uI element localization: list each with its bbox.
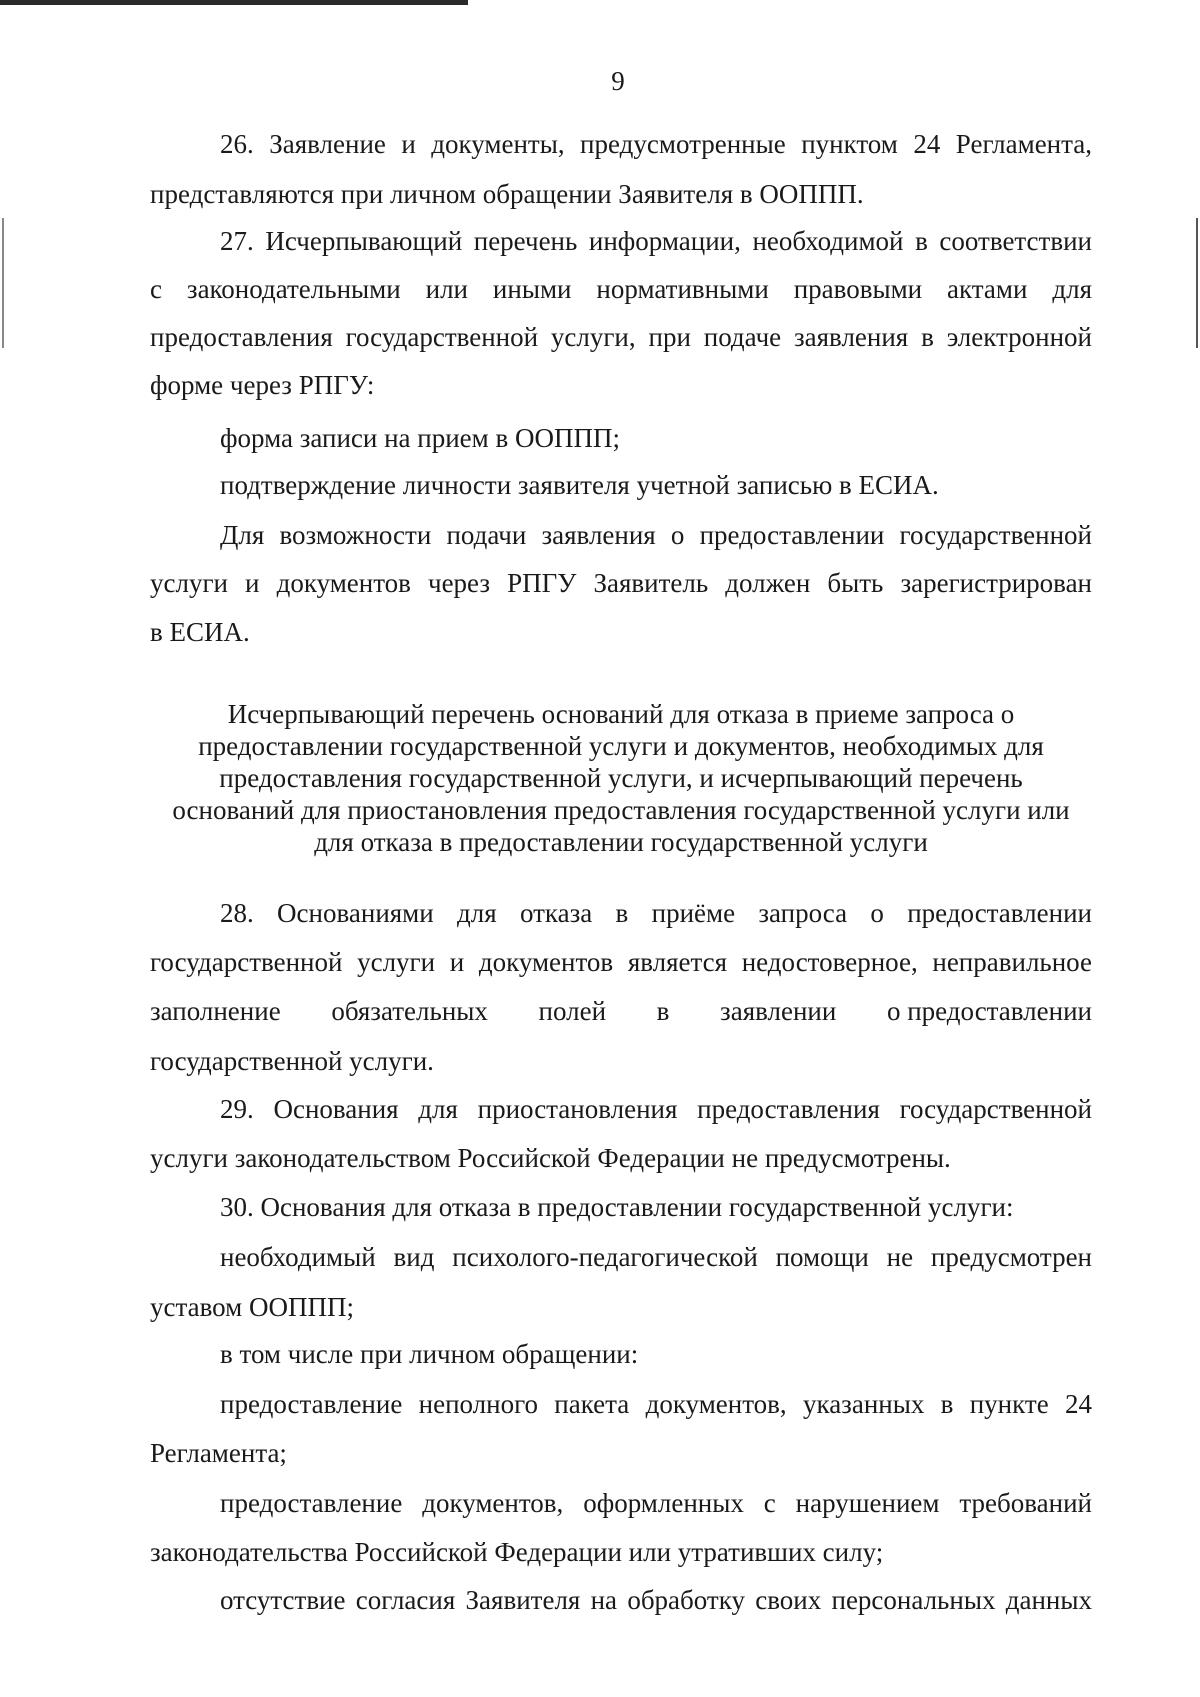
page-number: 9 bbox=[611, 66, 625, 96]
section-heading-line-1: Исчерпывающий перечень оснований для отказа в приеме запроса о bbox=[227, 699, 1015, 729]
paragraph-27-line-4: форме через РПГУ: bbox=[150, 370, 375, 400]
paragraph-28-line-3 bbox=[150, 994, 1092, 1028]
registration-line-3: в ЕСИА. bbox=[150, 617, 250, 647]
paragraph-28-word: в bbox=[656, 996, 670, 1026]
paragraph-28-line-2: государственной услуги и документов является недостоверное, неправильное bbox=[150, 947, 1092, 977]
paragraph-28-word: о предоставлении bbox=[886, 996, 1092, 1026]
section-heading-line-4: оснований для приостановления предоставления государственной услуги или bbox=[172, 795, 1070, 825]
paragraph-28-word: обязательных bbox=[331, 996, 488, 1026]
item-incomplete-line-2: Регламента; bbox=[150, 1438, 287, 1468]
item-help-kind-line-2: уставом ООППП; bbox=[150, 1292, 354, 1322]
paragraph-30-line-1: 30. Основания для отказа в предоставлении государственной услуги: bbox=[220, 1192, 1014, 1222]
item-no-consent-line-1: отсутствие согласия Заявителя на обработку своих персональных данных bbox=[220, 1585, 1092, 1615]
section-heading-line-2: предоставлении государственной услуги и документов, необходимых для bbox=[198, 731, 1044, 761]
scan-border-right bbox=[1196, 218, 1198, 348]
item-help-kind-line-1: необходимый вид психолого-педагогической помощи не предусмотрен bbox=[220, 1242, 1092, 1272]
paragraph-28-line-1: 28. Основаниями для отказа в приёме запроса о предоставлении bbox=[220, 898, 1092, 928]
paragraph-28-word: полей bbox=[538, 996, 607, 1026]
scan-border-top bbox=[0, 0, 468, 5]
item-incomplete-line-1: предоставление неполного пакета документов, указанных в пункте 24 bbox=[220, 1389, 1092, 1419]
item-identity-confirmation: подтверждение личности заявителя учетной записью в ЕСИА. bbox=[220, 470, 939, 500]
scan-border-left bbox=[2, 218, 4, 348]
paragraph-28-word: заявлении bbox=[720, 996, 837, 1026]
paragraph-28-word: заполнение bbox=[150, 996, 281, 1026]
item-appointment-form: форма записи на прием в ООППП; bbox=[220, 423, 620, 453]
paragraph-27-line-3: предоставления государственной услуги, при подаче заявления в электронной bbox=[150, 322, 1092, 352]
item-invalid-docs-line-1: предоставление документов, оформленных с нарушением требований bbox=[220, 1488, 1092, 1518]
item-invalid-docs-line-2: законодательства Российской Федерации или утративших силу; bbox=[150, 1537, 884, 1567]
paragraph-27-line-1: 27. Исчерпывающий перечень информации, необходимой в соответствии bbox=[220, 226, 1092, 256]
paragraph-29-line-2: услуги законодательством Российской Федерации не предусмотрены. bbox=[150, 1143, 951, 1173]
section-heading-line-3: предоставления государственной услуги, и исчерпывающий перечень bbox=[219, 763, 1023, 793]
paragraph-28-line-4: государственной услуги. bbox=[150, 1046, 434, 1076]
paragraph-29-line-1: 29. Основания для приостановления предоставления государственной bbox=[220, 1094, 1092, 1124]
in-person-note: в том числе при личном обращении: bbox=[220, 1339, 639, 1369]
registration-line-1: Для возможности подачи заявления о предоставлении государственной bbox=[220, 520, 1092, 550]
paragraph-27-line-2: с законодательными или иными нормативными правовыми актами для bbox=[150, 274, 1092, 304]
registration-line-2: услуги и документов через РПГУ Заявитель должен быть зарегистрирован bbox=[150, 568, 1092, 598]
section-heading-line-5: для отказа в предоставлении государственной услуги bbox=[314, 827, 928, 857]
paragraph-26-line-2: представляются при личном обращении Заявителя в ООППП. bbox=[150, 179, 864, 209]
paragraph-26-line-1: 26. Заявление и документы, предусмотренные пунктом 24 Регламента, bbox=[220, 129, 1092, 159]
